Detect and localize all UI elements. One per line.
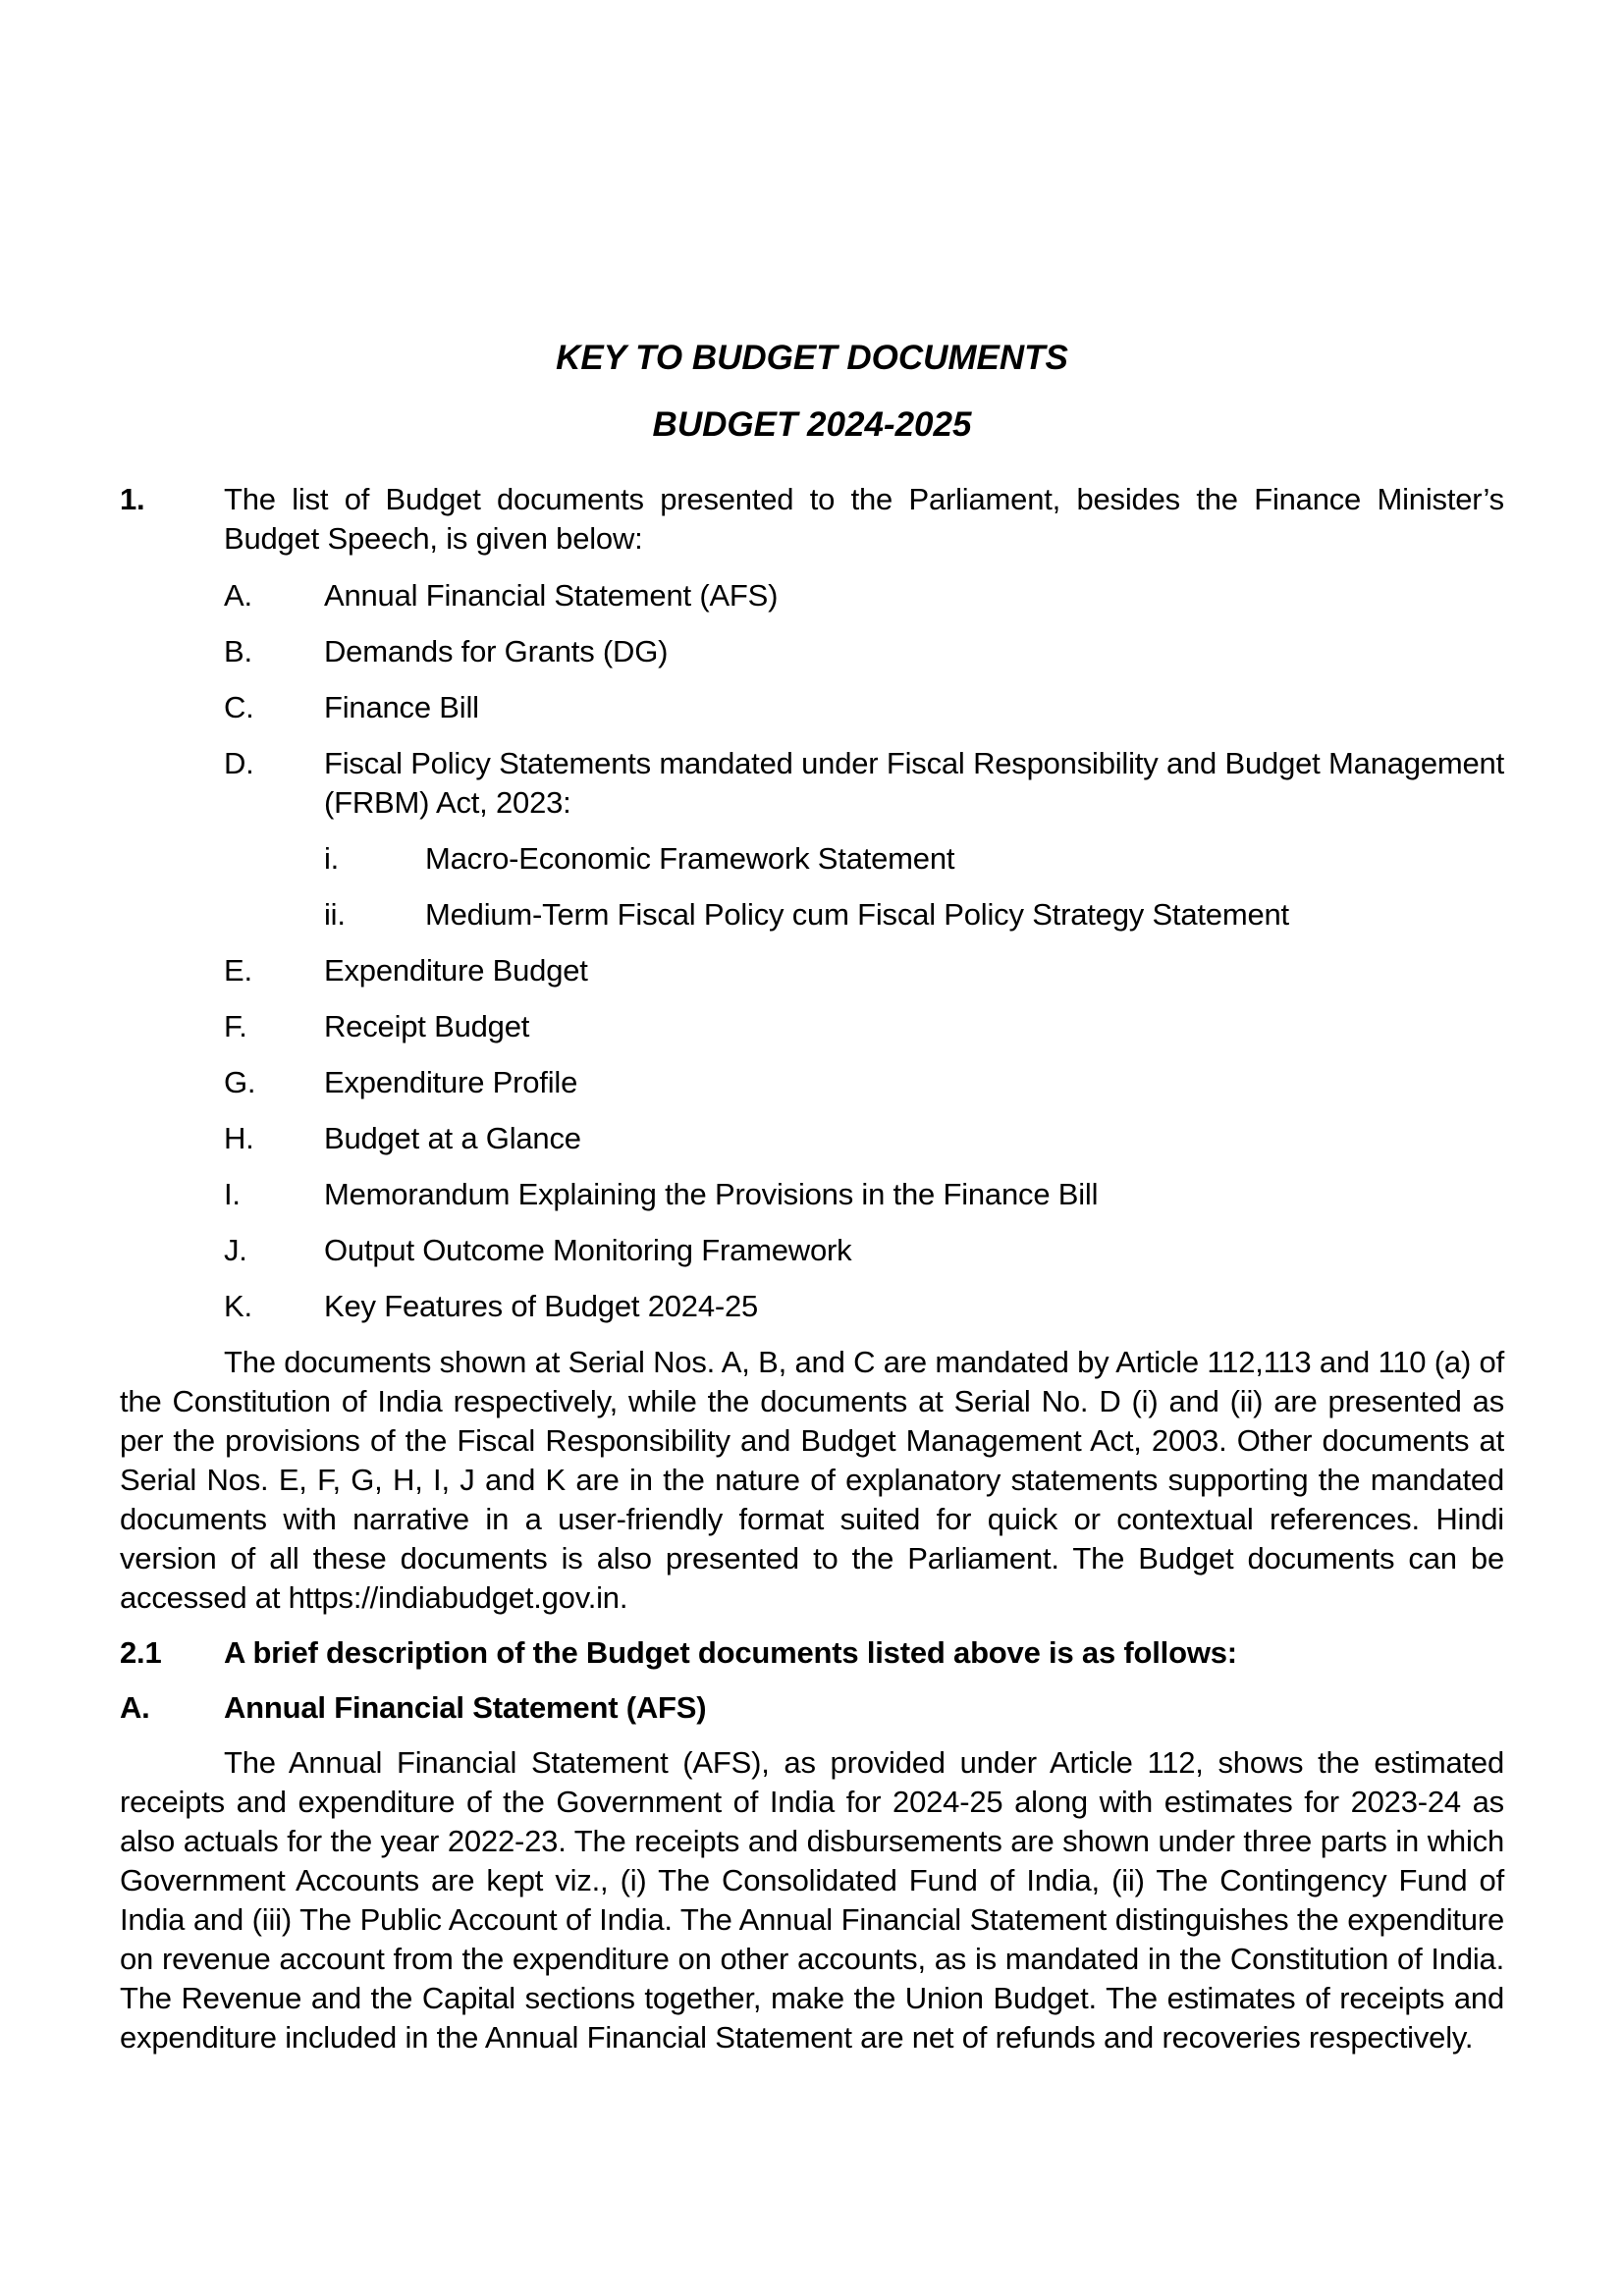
- item-text: Output Outcome Monitoring Framework: [324, 1233, 852, 1267]
- item-text: Memorandum Explaining the Provisions in the Finance Bill: [324, 1177, 1099, 1211]
- sub-item-text: Macro-Economic Framework Statement: [425, 841, 955, 876]
- budget-doc-item-b: [224, 632, 1504, 671]
- document-title: KEY TO BUDGET DOCUMENTS: [556, 339, 1068, 377]
- afs-section-title: Annual Financial Statement (AFS): [224, 1690, 707, 1725]
- afs-section-label: A.: [120, 1690, 150, 1725]
- fiscal-policy-sub-item-ii: [324, 895, 1504, 934]
- item-text: Expenditure Profile: [324, 1065, 578, 1099]
- item-label: D.: [224, 746, 254, 780]
- item-text: Key Features of Budget 2024-25: [324, 1289, 759, 1323]
- item-label: G.: [224, 1065, 256, 1099]
- intro-text: The list of Budget documents presented to the Parliament, besides the Finance Minister’s Budget Speech, is given below:: [224, 482, 1504, 556]
- document-subtitle: BUDGET 2024-2025: [652, 405, 972, 444]
- budget-doc-item-f: [224, 1007, 1504, 1046]
- item-text: Demands for Grants (DG): [324, 634, 669, 668]
- section-2-1-heading: [120, 1633, 1504, 1673]
- item-text: Finance Bill: [324, 690, 479, 724]
- budget-doc-item-d: [224, 744, 1504, 823]
- budget-doc-item-e: [224, 951, 1504, 990]
- item-label: C.: [224, 690, 254, 724]
- sub-item-label: i.: [324, 841, 340, 876]
- intro-number: 1.: [120, 482, 145, 516]
- item-label: F.: [224, 1009, 247, 1043]
- afs-paragraph: The Annual Financial Statement (AFS), as provided under Article 112, shows the estimated receipts and expenditure of the Government of India for 2024-25 along with estimates for 2023-24 as also actuals for the year 2022-23. The receipts and disbursements are shown under three parts in which Government Accounts are kept viz., (i) The Consolidated Fund of India, (ii) The Contingency Fund of India and (iii) The Public Account of India. The Annual Financial Statement distinguishes the expenditure on revenue account from the expenditure on other accounts, as is mandated in the Constitution of India. The Revenue and the Capital sections together, make the Union Budget. The estimates of receipts and expenditure included in the Annual Financial Statement are net of refunds and recoveries respectively.: [120, 1745, 1504, 2055]
- sub-item-text: Medium-Term Fiscal Policy cum Fiscal Policy Strategy Statement: [425, 897, 1289, 932]
- budget-doc-item-i: [224, 1175, 1504, 1214]
- sub-item-label: ii.: [324, 897, 346, 932]
- item-label: A.: [224, 578, 252, 613]
- section-2-1-number: 2.1: [120, 1635, 162, 1670]
- budget-doc-item-j: [224, 1231, 1504, 1270]
- item-text: Fiscal Policy Statements mandated under Fiscal Responsibility and Budget Management (FRBM) Act, 2023:: [324, 746, 1504, 820]
- item-label: E.: [224, 953, 252, 988]
- item-label: K.: [224, 1289, 252, 1323]
- budget-doc-item-g: [224, 1063, 1504, 1102]
- budget-doc-item-c: [224, 688, 1504, 727]
- item-text: Annual Financial Statement (AFS): [324, 578, 779, 613]
- fiscal-policy-sub-item-i: [324, 839, 1504, 879]
- item-label: B.: [224, 634, 252, 668]
- afs-section-heading: [120, 1688, 1504, 1728]
- item-text: Expenditure Budget: [324, 953, 588, 988]
- item-label: J.: [224, 1233, 247, 1267]
- item-text: Receipt Budget: [324, 1009, 530, 1043]
- mandate-paragraph: The documents shown at Serial Nos. A, B, and C are mandated by Article 112,113 and 110 (a) of the Constitution of India respectively, while the documents at Serial No. D (i) and (ii) are presented as per the provisions of the Fiscal Responsibility and Budget Management Act, 2003. Other documents at Serial Nos. E, F, G, H, I, J and K are in the nature of explanatory statements supporting the mandated documents with narrative in a user-friendly format suited for quick or contextual references. Hindi version of all these documents is also presented to the Parliament. The Budget documents can be accessed at https://indiabudget.gov.in.: [120, 1345, 1504, 1615]
- budget-doc-item-k: [224, 1287, 1504, 1326]
- budget-doc-item-h: [224, 1119, 1504, 1158]
- item-text: Budget at a Glance: [324, 1121, 581, 1155]
- section-2-1-text: A brief description of the Budget documents listed above is as follows:: [224, 1635, 1237, 1670]
- intro-paragraph: [120, 480, 1504, 559]
- item-label: H.: [224, 1121, 254, 1155]
- budget-doc-item-a: [224, 576, 1504, 615]
- item-label: I.: [224, 1177, 241, 1211]
